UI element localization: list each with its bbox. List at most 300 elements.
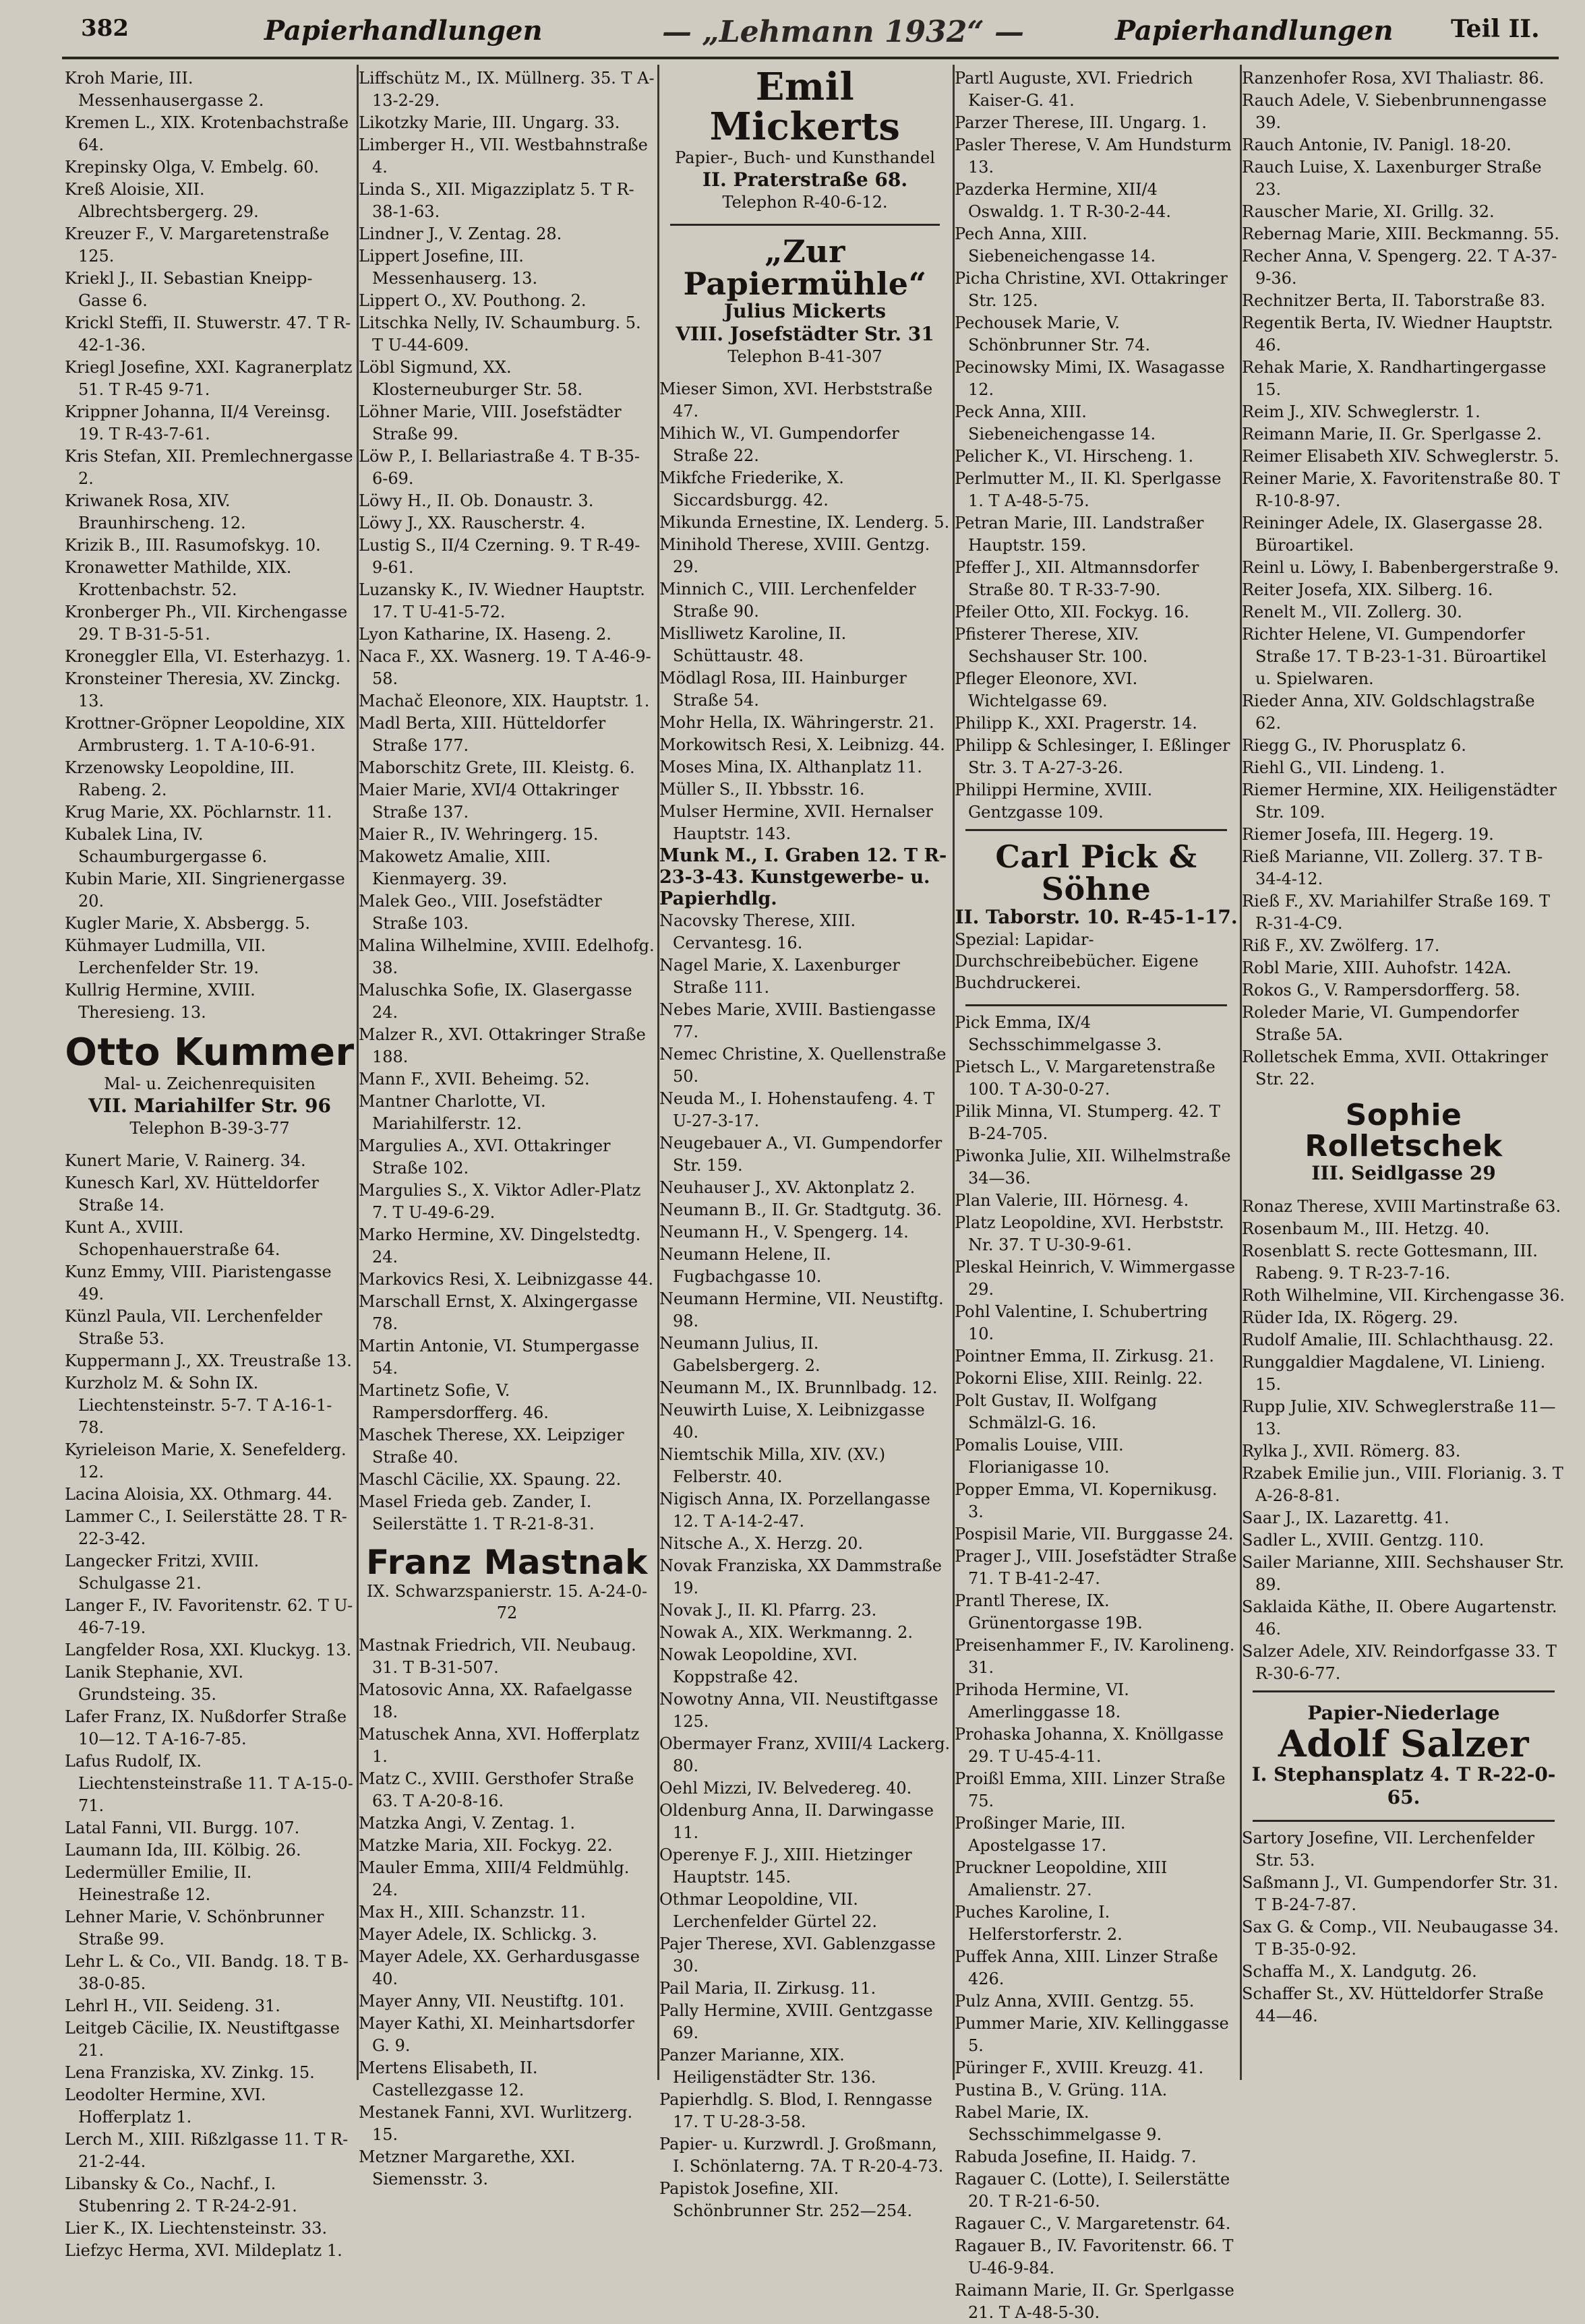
ad-address: II. Taborstr. 10. R-45-1-17. xyxy=(955,905,1238,928)
directory-entry: Rauch Adele, V. Siebenbrunnengasse 39. xyxy=(1242,91,1547,132)
directory-entry: Kronawetter Mathilde, XIX. Krottenbachstr. 52. xyxy=(65,558,292,599)
directory-entry: Neugebauer A., VI. Gumpendorfer Str. 159. xyxy=(659,1134,943,1175)
directory-entry: Moses Mina, IX. Althanplatz 11. xyxy=(659,758,922,777)
directory-entry: Leitgeb Cäcilie, IX. Neustiftgasse 21. xyxy=(65,2018,340,2060)
directory-entry: Pfeiler Otto, XII. Fockyg. 16. xyxy=(955,603,1189,621)
directory-entry: Pulz Anna, XVIII. Gentzg. 55. xyxy=(955,1991,1195,2011)
directory-entry: Richter Helene, VI. Gumpendorfer Straße 17. T B-23-1-31. Büroartikel u. Spielwaren. xyxy=(1242,625,1547,688)
directory-entry: Pick Emma, IX/4 Sechsschimmelgasse 3. xyxy=(955,1012,1162,1054)
directory-entry: Sartory Josefine, VII. Lerchenfelder Str. 53. xyxy=(1242,1829,1535,1870)
ad-phone: Telephon B-41-307 xyxy=(727,347,883,367)
directory-entry: Limberger H., VII. Westbahnstraße 4. xyxy=(359,135,648,177)
directory-entry: Philipp K., XXI. Pragerstr. 14. xyxy=(955,714,1197,733)
directory-entry: Riemer Hermine, XIX. Heiligenstädter Str. 109. xyxy=(1242,781,1557,822)
directory-entry: Salzer Adele, XIV. Reindorfgasse 33. T R-30-6-77. xyxy=(1242,1642,1557,1684)
column-1 xyxy=(65,67,355,2260)
entry-list xyxy=(65,67,355,1024)
directory-entry: Laumann Ida, III. Kölbig. 26. xyxy=(65,1840,301,1860)
header-right-title: Papierhandlungen xyxy=(1115,15,1394,47)
directory-entry: Neuhauser J., XV. Aktonplatz 2. xyxy=(659,1178,916,1198)
ad-title: Emil Mickerts xyxy=(709,65,901,149)
directory-entry: Nemec Christine, X. Quellenstraße 50. xyxy=(659,1045,947,1087)
directory-entry: Pruckner Leopoldine, XIII Amalienstr. 27. xyxy=(955,1858,1168,1899)
divider xyxy=(965,1004,1227,1006)
directory-entry: Pfeffer J., XII. Altmannsdorfer Straße 80. T R-33-7-90. xyxy=(955,558,1199,599)
directory-entry: Riehl G., VII. Lindeng. 1. xyxy=(1242,758,1445,777)
directory-entry: Lena Franziska, XV. Zinkg. 15. xyxy=(65,2062,315,2082)
directory-entry: Pechousek Marie, V. Schönbrunner Str. 74. xyxy=(955,313,1151,355)
directory-entry: Prihoda Hermine, VI. Amerlinggasse 18. xyxy=(955,1680,1129,1721)
directory-entry: Maborschitz Grete, III. Kleistg. 6. xyxy=(359,758,635,777)
ad-emil-mickerts xyxy=(659,67,951,213)
directory-entry: Kyrieleison Marie, X. Senefelderg. 12. xyxy=(65,1440,347,1481)
directory-entry: Lehr L. & Co., VII. Bandg. 18. T B-38-0-85. xyxy=(65,1951,349,1993)
directory-entry: Langecker Fritzi, XVIII. Schulgasse 21. xyxy=(65,1551,260,1593)
directory-entry: Niemtschik Milla, XIV. (XV.) Felberstr. 40. xyxy=(659,1445,886,1487)
ad-phone: Telephon R-40-6-12. xyxy=(722,192,888,212)
directory-entry: Madl Berta, XIII. Hütteldorfer Straße 177. xyxy=(359,714,606,755)
directory-entry: Mikunda Ernestine, IX. Lenderg. 5. xyxy=(659,513,950,532)
directory-entry: Lacina Aloisia, XX. Othmarg. 44. xyxy=(65,1484,332,1504)
directory-entry: Oehl Mizzi, IV. Belvedereg. 40. xyxy=(659,1779,912,1798)
ad-title: Carl Pick & Söhne xyxy=(995,838,1197,908)
directory-entry: Perlmutter M., II. Kl. Sperlgasse 1. T A-48-5-75. xyxy=(955,469,1222,510)
directory-entry: Neuwirth Luise, X. Leibnizgasse 40. xyxy=(659,1401,925,1442)
directory-entry: Rabel Marie, IX. Sechsschimmelgasse 9. xyxy=(955,2102,1162,2144)
directory-entry: Maluschka Sofie, IX. Glasergasse 24. xyxy=(359,981,632,1022)
directory-entry: Novak Franziska, XX Dammstraße 19. xyxy=(659,1556,942,1598)
directory-entry: Rauscher Marie, XI. Grillg. 32. xyxy=(1242,202,1495,221)
ad-line: Julius Mickerts xyxy=(723,300,887,323)
directory-entry: Pfisterer Therese, XIV. Sechshauser Str. 100. xyxy=(955,625,1148,666)
directory-entry: Lehner Marie, V. Schönbrunner Straße 99. xyxy=(65,1907,324,1949)
directory-entry: Mestanek Fanni, XVI. Wurlitzerg. 15. xyxy=(359,2102,633,2144)
ad-address: II. Praterstraße 68. xyxy=(702,168,908,191)
directory-entry: Morkowitsch Resi, X. Leibnizg. 44. xyxy=(659,735,945,755)
directory-entry: Pfleger Eleonore, XVI. Wichtelgasse 69. xyxy=(955,669,1138,710)
directory-entry: Mayer Anny, VII. Neustiftg. 101. xyxy=(359,1991,625,2011)
directory-entry: Runggaldier Magdalene, VI. Linieng. 15. xyxy=(1242,1353,1546,1395)
page-number: 382 xyxy=(81,15,129,42)
directory-entry: Lerch M., XIII. Rißzlgasse 11. T R-21-2-44. xyxy=(65,2129,349,2171)
directory-entry: Liefzyc Herma, XVI. Mildeplatz 1. xyxy=(65,2240,342,2260)
directory-entry: Pomalis Louise, VIII. Florianigasse 10. xyxy=(955,1435,1124,1477)
directory-entry: Saklaida Käthe, II. Obere Augartenstr. 46. xyxy=(1242,1597,1557,1639)
directory-entry: Malek Geo., VIII. Josefstädter Straße 103. xyxy=(359,892,602,933)
directory-entry: Krepinsky Olga, V. Embelg. 60. xyxy=(65,158,320,177)
directory-entry: Papier- u. Kurzwrdl. J. Großmann, I. Schönlaterng. 7A. T R-20-4-73. xyxy=(659,2135,944,2176)
directory-entry: Kronberger Ph., VII. Kirchengasse 29. T B-31-5-51. xyxy=(65,603,348,644)
directory-entry: Malzer R., XVI. Ottakringer Straße 188. xyxy=(359,1025,646,1066)
directory-entry: Ragauer C. (Lotte), I. Seilerstätte 20. T R-21-6-50. xyxy=(955,2169,1230,2211)
directory-entry: Plan Valerie, III. Hörnesg. 4. xyxy=(955,1190,1189,1210)
ad-address: IX. Schwarzspanierstr. 15. A-24-0-72 xyxy=(366,1581,648,1622)
directory-entry: Löwy J., XX. Rauscherstr. 4. xyxy=(359,514,586,532)
directory-entry: Peck Anna, XIII. Siebeneichengasse 14. xyxy=(955,402,1156,444)
directory-entry: Lier K., IX. Liechtensteinstr. 33. xyxy=(65,2218,328,2238)
directory-entry: Kunt A., XVIII. Schopenhauerstraße 64. xyxy=(65,1217,280,1259)
directory-entry: Saar J., IX. Lazarettg. 41. xyxy=(1242,1508,1449,1528)
directory-entry: Reimann Marie, II. Gr. Sperlgasse 2. xyxy=(1242,425,1542,444)
directory-entry: Pecinowsky Mimi, IX. Wasagasse 12. xyxy=(955,358,1225,399)
directory-entry: Roth Wilhelmine, VII. Kirchengasse 36. xyxy=(1242,1286,1565,1306)
directory-entry: Kugler Marie, X. Absbergg. 5. xyxy=(65,914,310,933)
directory-entry: Matzke Maria, XII. Fockyg. 22. xyxy=(359,1835,613,1855)
directory-entry: Mertens Elisabeth, II. Castellezgasse 12. xyxy=(359,2058,538,2100)
ad-title: Adolf Salzer xyxy=(1278,1722,1530,1766)
directory-entry: Markovics Resi, X. Leibnizgasse 44. xyxy=(359,1270,654,1289)
directory-entry: Linda S., XII. Migazziplatz 5. T R-38-1-63. xyxy=(359,180,634,221)
ad-address: III. Seidlgasse 29 xyxy=(1311,1162,1496,1185)
directory-entry: Lafus Rudolf, IX. Liechtensteinstraße 11. T A-15-0-71. xyxy=(65,1751,353,1815)
entry-list xyxy=(65,1150,355,2262)
ad-title: Otto Kummer xyxy=(65,1031,355,1074)
entry-list xyxy=(1242,67,1565,1091)
directory-entry: Neumann H., V. Spengerg. 14. xyxy=(659,1223,909,1242)
directory-entry: Kullrig Hermine, XVIII. Theresieng. 13. xyxy=(65,981,256,1022)
directory-entry: Mödlagl Rosa, III. Hainburger Straße 54. xyxy=(659,669,907,710)
directory-entry: Pech Anna, XIII. Siebeneichengasse 14. xyxy=(955,224,1156,266)
directory-entry: Kühmayer Ludmilla, VII. Lerchenfelder Str. 19. xyxy=(65,936,266,977)
directory-entry: Picha Christine, XVI. Ottakringer Str. 125. xyxy=(955,269,1228,310)
directory-entry: Pajer Therese, XVI. Gablenzgasse 30. xyxy=(659,1934,936,1976)
directory-entry: Rabuda Josefine, II. Haidg. 7. xyxy=(955,2147,1197,2166)
directory-entry: Kreß Aloisie, XII. Albrechtsbergerg. 29. xyxy=(65,180,259,221)
directory-entry: Rosenblatt S. recte Gottesmann, III. Rabeng. 9. T R-23-7-16. xyxy=(1242,1242,1538,1283)
directory-entry: Rechnitzer Berta, II. Taborstraße 83. xyxy=(1242,291,1546,310)
directory-entry: Rudolf Amalie, III. Schlachthausg. 22. xyxy=(1242,1331,1554,1350)
entry-list xyxy=(359,67,655,1535)
directory-entry: Mulser Hermine, XVII. Hernalser Hauptstr. 143. xyxy=(659,802,933,844)
directory-entry: Matosovic Anna, XX. Rafaelgasse 18. xyxy=(359,1680,632,1721)
directory-entry: Panzer Marianne, XIX. Heiligenstädter Str. 136. xyxy=(659,2046,876,2087)
directory-entry: Recher Anna, V. Spengerg. 22. T A-37-9-36. xyxy=(1242,247,1557,288)
ad-address: VIII. Josefstädter Str. 31 xyxy=(676,323,934,346)
directory-entry: Mantner Charlotte, VI. Mariahilferstr. 12. xyxy=(359,1092,546,1133)
directory-entry: Papierhdlg. S. Blod, I. Renngasse 17. T U-28-3-58. xyxy=(659,2090,932,2132)
directory-entry: Lafer Franz, IX. Nußdorfer Straße 10—12. T A-16-7-85. xyxy=(65,1707,347,1748)
directory-entry: Mayer Adele, XX. Gerhardusgasse 40. xyxy=(359,1947,640,1988)
directory-entry: Minnich C., VIII. Lerchenfelder Straße 90. xyxy=(659,580,916,621)
directory-entry: Rieß Marianne, VII. Zollerg. 37. T B-34-4-12. xyxy=(1242,847,1543,888)
header-left-title: Papierhandlungen xyxy=(264,15,543,47)
ad-carl-pick xyxy=(955,840,1238,993)
directory-entry: Reinl u. Löwy, I. Babenbergerstraße 9. xyxy=(1242,558,1559,577)
directory-entry: Robl Marie, XIII. Auhofstr. 142A. xyxy=(1242,958,1512,977)
directory-entry: Likotzky Marie, III. Ungarg. 33. xyxy=(359,113,620,132)
munk-ad: Munk M., I. Graben 12. T R-23-3-43. Kunstgewerbe- u. Papierhdlg. xyxy=(659,845,947,910)
directory-entry: Ragauer B., IV. Favoritenstr. 66. T U-46-9-84. xyxy=(955,2236,1234,2277)
directory-entry: Prohaska Johanna, X. Knöllgasse 29. T U-45-4-11. xyxy=(955,1724,1224,1766)
directory-entry: Maier R., IV. Wehringerg. 15. xyxy=(359,825,599,844)
directory-entry: Saßmann J., VI. Gumpendorfer Str. 31. T B-24-7-87. xyxy=(1242,1873,1559,1915)
directory-entry: Martin Antonie, VI. Stumpergasse 54. xyxy=(359,1337,640,1378)
directory-entry: Ronaz Therese, XVIII Martinstraße 63. xyxy=(1242,1197,1561,1217)
directory-entry: Rzabek Emilie jun., VIII. Florianig. 3. T A-26-8-81. xyxy=(1242,1464,1563,1506)
directory-entry: Rosenbaum M., III. Hetzg. 40. xyxy=(1242,1219,1490,1239)
directory-entry: Nowak Leopoldine, XVI. Koppstraße 42. xyxy=(659,1645,858,1687)
directory-entry: Lippert O., XV. Pouthong. 2. xyxy=(359,291,587,310)
directory-entry: Reim J., XIV. Schweglerstr. 1. xyxy=(1242,402,1481,421)
directory-entry: Riß F., XV. Zwölferg. 17. xyxy=(1242,936,1440,955)
directory-entry: Krizik B., III. Rasumofskyg. 10. xyxy=(65,536,321,555)
directory-entry: Rolletschek Emma, XVII. Ottakringer Str. 22. xyxy=(1242,1047,1549,1089)
ad-zur-papiermuehle xyxy=(659,235,951,368)
directory-entry: Mikfche Friederike, X. Siccardsburgg. 42. xyxy=(659,468,844,510)
directory-entry: Nigisch Anna, IX. Porzellangasse 12. T A-14-2-47. xyxy=(659,1490,930,1531)
directory-entry: Naca F., XX. Wasnerg. 19. T A-46-9-58. xyxy=(359,647,651,688)
directory-entry: Rieß F., XV. Mariahilfer Straße 169. T R-31-4-C9. xyxy=(1242,892,1551,933)
directory-entry: Rüder Ida, IX. Rögerg. 29. xyxy=(1242,1308,1458,1328)
directory-entry: Pazderka Hermine, XII/4 Oswaldg. 1. T R-30-2-44. xyxy=(955,180,1172,221)
directory-entry: Pail Maria, II. Zirkusg. 11. xyxy=(659,1979,876,1998)
directory-entry: Kuppermann J., XX. Treustraße 13. xyxy=(65,1351,352,1370)
directory-entry: Ragauer C., V. Margaretenstr. 64. xyxy=(955,2213,1231,2233)
directory-entry: Lindner J., V. Zentag. 28. xyxy=(359,224,562,243)
directory-entry: Pelicher K., VI. Hirscheng. 1. xyxy=(955,447,1194,466)
directory-entry: Müller S., II. Ybbsstr. 16. xyxy=(659,780,865,799)
directory-entry: Max H., XIII. Schanzstr. 11. xyxy=(359,1902,586,1922)
column-3 xyxy=(659,65,951,2221)
ad-line: Papier-, Buch- und Kunsthandel xyxy=(675,148,935,167)
directory-entry: Roleder Marie, VI. Gumpendorfer Straße 5A. xyxy=(1242,1003,1519,1044)
directory-entry: Proißl Emma, XIII. Linzer Straße 75. xyxy=(955,1769,1226,1810)
directory-entry: Popper Emma, VI. Kopernikusg. 3. xyxy=(955,1479,1218,1521)
directory-entry: Margulies S., X. Viktor Adler-Platz 7. T U-49-6-29. xyxy=(359,1181,641,1222)
directory-entry: Nagel Marie, X. Laxenburger Straße 111. xyxy=(659,956,900,998)
directory-entry: Piwonka Julie, XII. Wilhelmstraße 34—36. xyxy=(955,1146,1231,1188)
directory-entry: Lyon Katharine, IX. Haseng. 2. xyxy=(359,625,611,644)
directory-entry: Pointner Emma, II. Zirkusg. 21. xyxy=(955,1346,1214,1366)
directory-entry: Lustig S., II/4 Czerning. 9. T R-49-9-61. xyxy=(359,536,640,577)
directory-entry: Papistok Josefine, XII. Schönbrunner Str. 252—254. xyxy=(659,2179,913,2221)
ad-franz-mastnak xyxy=(359,1545,655,1624)
directory-entry: Lammer C., I. Seilerstätte 28. T R-22-3-42. xyxy=(65,1506,347,1548)
directory-entry: Schaffer St., XV. Hütteldorfer Straße 44—46. xyxy=(1242,1984,1544,2026)
directory-entry: Kroh Marie, III. Messenhausergasse 2. xyxy=(65,69,264,110)
directory-entry: Prager J., VIII. Josefstädter Straße 71. T B-41-2-47. xyxy=(955,1546,1237,1588)
directory-entry: Rebernag Marie, XIII. Beckmanng. 55. xyxy=(1242,224,1559,243)
directory-entry: Puches Karoline, I. Helferstorferstr. 2. xyxy=(955,1902,1123,1944)
directory-entry: Kubalek Lina, IV. Schaumburgergasse 6. xyxy=(65,825,268,866)
divider xyxy=(1253,1820,1555,1822)
directory-entry: Löhner Marie, VIII. Josefstädter Straße 99. xyxy=(359,402,622,444)
directory-entry: Polt Gustav, II. Wolfgang Schmälzl-G. 16. xyxy=(955,1390,1158,1432)
directory-entry: Rylka J., XVII. Römerg. 83. xyxy=(1242,1442,1461,1461)
ad-title: „Zur Papiermühle“ xyxy=(683,233,927,302)
directory-entry: Pally Hermine, XVIII. Gentzgasse 69. xyxy=(659,2001,933,2043)
directory-entry: Langfelder Rosa, XXI. Kluckyg. 13. xyxy=(65,1640,352,1659)
directory-entry: Novak J., II. Kl. Pfarrg. 23. xyxy=(659,1601,877,1620)
directory-entry: Riemer Josefa, III. Hegerg. 19. xyxy=(1242,825,1494,844)
directory-entry: Langer F., IV. Favoritenstr. 62. T U-46-7-19. xyxy=(65,1595,353,1637)
directory-entry: Partl Auguste, XVI. Friedrich Kaiser-G. 41. xyxy=(955,69,1193,110)
header-rule xyxy=(62,57,1559,59)
column-2 xyxy=(359,67,655,2189)
directory-entry: Puffek Anna, XIII. Linzer Straße 426. xyxy=(955,1947,1218,1988)
directory-entry: Kremen L., XIX. Krotenbachstraße 64. xyxy=(65,113,349,154)
directory-entry: Proßinger Marie, III. Apostelgasse 17. xyxy=(955,1813,1126,1855)
directory-entry: Mann F., XVII. Beheimg. 52. xyxy=(359,1070,590,1089)
directory-entry: Maier Marie, XVI/4 Ottakringer Straße 137. xyxy=(359,781,619,822)
directory-entry: Philippi Hermine, XVIII. Gentzgasse 109. xyxy=(955,781,1153,822)
directory-entry: Reimer Elisabeth XIV. Schweglerstr. 5. xyxy=(1242,447,1559,466)
directory-entry: Kronsteiner Theresia, XV. Zinckg. 13. xyxy=(65,669,341,710)
directory-entry: Pietsch L., V. Margaretenstraße 100. T A-30-0-27. xyxy=(955,1057,1216,1099)
directory-entry: Schaffa M., X. Landgutg. 26. xyxy=(1242,1962,1477,1982)
entry-list xyxy=(659,378,951,845)
directory-entry: Kroneggler Ella, VI. Esterhazyg. 1. xyxy=(65,647,351,666)
directory-entry: Masel Frieda geb. Zander, I. Seilerstätte 1. T R-21-8-31. xyxy=(359,1492,595,1533)
directory-entry: Rehak Marie, X. Randhartingergasse 15. xyxy=(1242,358,1547,399)
directory-entry: Mohr Hella, IX. Währingerstr. 21. xyxy=(659,713,934,733)
entry-list xyxy=(359,1634,655,2191)
ad-address: I. Stephansplatz 4. T R-22-0-65. xyxy=(1251,1763,1556,1809)
directory-entry: Philipp & Schlesinger, I. Eßlinger Str. 3. T A-27-3-26. xyxy=(955,736,1230,777)
directory-entry: Maschek Therese, XX. Leipziger Straße 40. xyxy=(359,1426,624,1467)
directory-entry: Nowotny Anna, VII. Neustiftgasse 125. xyxy=(659,1690,938,1732)
directory-entry: Litschka Nelly, IV. Schaumburg. 5. T U-44-609. xyxy=(359,313,641,355)
directory-entry: Marko Hermine, XV. Dingelstedtg. 24. xyxy=(359,1225,641,1266)
directory-entry: Mislliwetz Karoline, II. Schüttaustr. 48. xyxy=(659,624,847,666)
directory-entry: Othmar Leopoldine, VII. Lerchenfelder Gürtel 22. xyxy=(659,1890,878,1932)
directory-entry: Machač Eleonore, XIX. Hauptstr. 1. xyxy=(359,692,650,710)
directory-entry: Latal Fanni, VII. Burgg. 107. xyxy=(65,1818,300,1837)
directory-entry: Krottner-Gröpner Leopoldine, XIX Armbrusterg. 1. T A-10-6-91. xyxy=(65,714,345,755)
directory-entry: Neumann Julius, II. Gabelsbergerg. 2. xyxy=(659,1334,820,1376)
ad-otto-kummer xyxy=(65,1033,355,1139)
directory-entry: Pustina B., V. Grüng. 11A. xyxy=(955,2080,1168,2100)
directory-entry: Mayer Adele, IX. Schlickg. 3. xyxy=(359,1924,597,1944)
directory-entry: Nebes Marie, XVIII. Bastiengasse 77. xyxy=(659,1000,936,1042)
directory-entry: Neuda M., I. Hohenstaufeng. 4. T U-27-3-17. xyxy=(659,1089,935,1131)
directory-entry: Lanik Stephanie, XVI. Grundsteing. 35. xyxy=(65,1662,244,1704)
directory-entry: Löbl Sigmund, XX. Klosterneuburger Str. 58. xyxy=(359,358,583,399)
entry-list xyxy=(1242,1196,1565,1685)
directory-entry: Regentik Berta, IV. Wiedner Hauptstr. 46. xyxy=(1242,313,1553,355)
directory-entry: Neumann Helene, II. Fugbachgasse 10. xyxy=(659,1245,831,1287)
directory-entry: Kreuzer F., V. Margaretenstraße 125. xyxy=(65,224,330,266)
directory-entry: Kriegl Josefine, XXI. Kagranerplatz 51. T R-45 9-71. xyxy=(65,358,353,399)
directory-entry: Reiter Josefa, XIX. Silberg. 16. xyxy=(1242,580,1493,599)
directory-entry: Pokorni Elise, XIII. Reinlg. 22. xyxy=(955,1368,1203,1388)
directory-entry: Pospisil Marie, VII. Burggasse 24. xyxy=(955,1524,1234,1543)
entry-list xyxy=(659,910,951,2222)
directory-entry: Operenye F. J., XIII. Hietzinger Hauptstr. 145. xyxy=(659,1845,912,1887)
directory-entry: Künzl Paula, VII. Lerchenfelder Straße 53. xyxy=(65,1306,322,1348)
directory-entry: Neumann M., IX. Brunnlbadg. 12. xyxy=(659,1378,938,1398)
directory-entry: Preisenhammer F., IV. Karolineng. 31. xyxy=(955,1635,1235,1677)
directory-entry: Sax G. & Comp., VII. Neubaugasse 34. T B-35-0-92. xyxy=(1242,1918,1559,1959)
directory-entry: Leodolter Hermine, XVI. Hofferplatz 1. xyxy=(65,2085,266,2127)
directory-entry: Marschall Ernst, X. Alxingergasse 78. xyxy=(359,1292,638,1333)
directory-entry: Löw P., I. Bellariastraße 4. T B-35-6-69. xyxy=(359,447,640,488)
directory-entry: Mauler Emma, XIII/4 Feldmühlg. 24. xyxy=(359,1858,630,1899)
header-part: Teil II. xyxy=(1451,15,1540,43)
ad-address: VII. Mariahilfer Str. 96 xyxy=(88,1094,331,1117)
ad-adolf-salzer xyxy=(1242,1702,1565,1809)
directory-entry: Oldenburg Anna, II. Darwingasse 11. xyxy=(659,1801,934,1843)
directory-entry: Renelt M., VII. Zollerg. 30. xyxy=(1242,603,1462,621)
divider xyxy=(965,829,1227,831)
directory-entry: Riegg G., IV. Phorusplatz 6. xyxy=(1242,736,1466,755)
divider xyxy=(670,224,940,226)
entry-list xyxy=(955,67,1238,824)
directory-entry: Lippert Josefine, III. Messenhauserg. 13. xyxy=(359,247,538,288)
directory-entry: Neumann B., II. Gr. Stadtgutg. 36. xyxy=(659,1200,942,1220)
ad-title: Franz Mastnak xyxy=(366,1543,648,1582)
directory-entry: Rieder Anna, XIV. Goldschlagstraße 62. xyxy=(1242,692,1535,733)
directory-entry: Löwy H., II. Ob. Donaustr. 3. xyxy=(359,491,594,510)
directory-entry: Ranzenhofer Rosa, XVI Thaliastr. 86. xyxy=(1242,69,1545,88)
directory-entry: Martinetz Sofie, V. Rampersdorfferg. 46. xyxy=(359,1381,549,1422)
directory-entry: Lehrl H., VII. Seideng. 31. xyxy=(65,1996,280,2015)
entry-list xyxy=(1242,1827,1565,2027)
directory-entry: Mayer Kathi, XI. Meinhartsdorfer G. 9. xyxy=(359,2013,634,2055)
ad-sophie-rolletschek xyxy=(1242,1100,1565,1185)
directory-entry: Püringer F., XVIII. Kreuzg. 41. xyxy=(955,2058,1204,2077)
ad-title: Sophie Rolletschek xyxy=(1305,1098,1503,1164)
directory-entry: Pasler Therese, V. Am Hundsturm 13. xyxy=(955,135,1232,177)
directory-entry: Sailer Marianne, XIII. Sechshauser Str. 89. xyxy=(1242,1553,1565,1595)
directory-entry: Kurzholz M. & Sohn IX. Liechtensteinstr. 5-7. T A-16-1-78. xyxy=(65,1373,332,1437)
directory-entry: Kriwanek Rosa, XIV. Braunhirscheng. 12. xyxy=(65,491,246,532)
directory-entry: Kunz Emmy, VIII. Piaristengasse 49. xyxy=(65,1262,332,1304)
directory-entry: Matzka Angi, V. Zentag. 1. xyxy=(359,1813,575,1833)
directory-entry: Ledermüller Emilie, II. Heinestraße 12. xyxy=(65,1862,252,1904)
directory-entry: Kunesch Karl, XV. Hütteldorfer Straße 14. xyxy=(65,1173,319,1215)
ad-phone: Telephon B-39-3-77 xyxy=(129,1118,290,1138)
directory-entry: Minihold Therese, XVIII. Gentzg. 29. xyxy=(659,535,930,577)
directory-entry: Rauch Luise, X. Laxenburger Straße 23. xyxy=(1242,158,1542,199)
directory-entry: Kubin Marie, XII. Singrienergasse 20. xyxy=(65,869,345,911)
directory-entry: Prantl Therese, IX. Grünentorgasse 19B. xyxy=(955,1591,1143,1632)
directory-entry: Pummer Marie, XIV. Kellinggasse 5. xyxy=(955,2013,1229,2055)
directory-entry: Kriekl J., II. Sebastian Kneipp-Gasse 6. xyxy=(65,269,313,310)
directory-entry: Maschl Cäcilie, XX. Spaung. 22. xyxy=(359,1470,622,1489)
directory-entry: Krug Marie, XX. Pöchlarnstr. 11. xyxy=(65,803,332,822)
directory-entry: Luzansky K., IV. Wiedner Hauptstr. 17. T U-41-5-72. xyxy=(359,580,645,621)
directory-entry: Kunert Marie, V. Rainerg. 34. xyxy=(65,1151,306,1170)
header-center-title: — „Lehmann 1932“ — xyxy=(662,15,1025,49)
directory-entry: Rupp Julie, XIV. Schweglerstraße 11—13. xyxy=(1242,1397,1556,1439)
directory-entry: Rauch Antonie, IV. Panigl. 18-20. xyxy=(1242,135,1512,154)
directory-entry: Pohl Valentine, I. Schubertring 10. xyxy=(955,1302,1208,1343)
directory-entry: Malina Wilhelmine, XVIII. Edelhofg. 38. xyxy=(359,936,655,977)
directory-entry: Liffschütz M., IX. Müllnerg. 35. T A-13-2-29. xyxy=(359,69,655,110)
directory-entry: Mastnak Friedrich, VII. Neubaug. 31. T B-31-507. xyxy=(359,1635,636,1677)
directory-entry: Petran Marie, III. Landstraßer Hauptstr. 159. xyxy=(955,514,1204,555)
directory-entry: Reiner Marie, X. Favoritenstraße 80. T R-10-8-97. xyxy=(1242,469,1560,510)
directory-entry: Matz C., XVIII. Gersthofer Straße 63. T A-20-8-16. xyxy=(359,1769,634,1810)
directory-entry: Margulies A., XVI. Ottakringer Straße 102. xyxy=(359,1136,611,1178)
directory-entry: Parzer Therese, III. Ungarg. 1. xyxy=(955,113,1207,132)
directory-entry: Nitsche A., X. Herzg. 20. xyxy=(659,1534,863,1554)
directory-entry: Sadler L., XVIII. Gentzg. 110. xyxy=(1242,1531,1485,1550)
directory-entry: Matuschek Anna, XVI. Hofferplatz 1. xyxy=(359,1724,640,1766)
ad-line: Mal- u. Zeichenrequisiten xyxy=(104,1074,316,1093)
directory-entry: Krickl Steffi, II. Stuwerstr. 47. T R-42-1-36. xyxy=(65,313,351,355)
directory-entry: Krzenowsky Leopoldine, III. Rabeng. 2. xyxy=(65,758,295,799)
column-5 xyxy=(1242,67,1565,2083)
directory-entry: Neumann Hermine, VII. Neustiftg. 98. xyxy=(659,1289,944,1331)
directory-entry: Rokos G., V. Rampersdorfferg. 58. xyxy=(1242,981,1520,1000)
directory-entry: Nowak A., XIX. Werkmanng. 2. xyxy=(659,1623,914,1643)
directory-entry: Metzner Margarethe, XXI. Siemensstr. 3. xyxy=(359,2147,576,2189)
column-4 xyxy=(955,67,1238,2322)
directory-entry: Raimann Marie, II. Gr. Sperlgasse 21. T A-48-5-30. xyxy=(955,2280,1234,2322)
divider xyxy=(1253,1690,1555,1692)
